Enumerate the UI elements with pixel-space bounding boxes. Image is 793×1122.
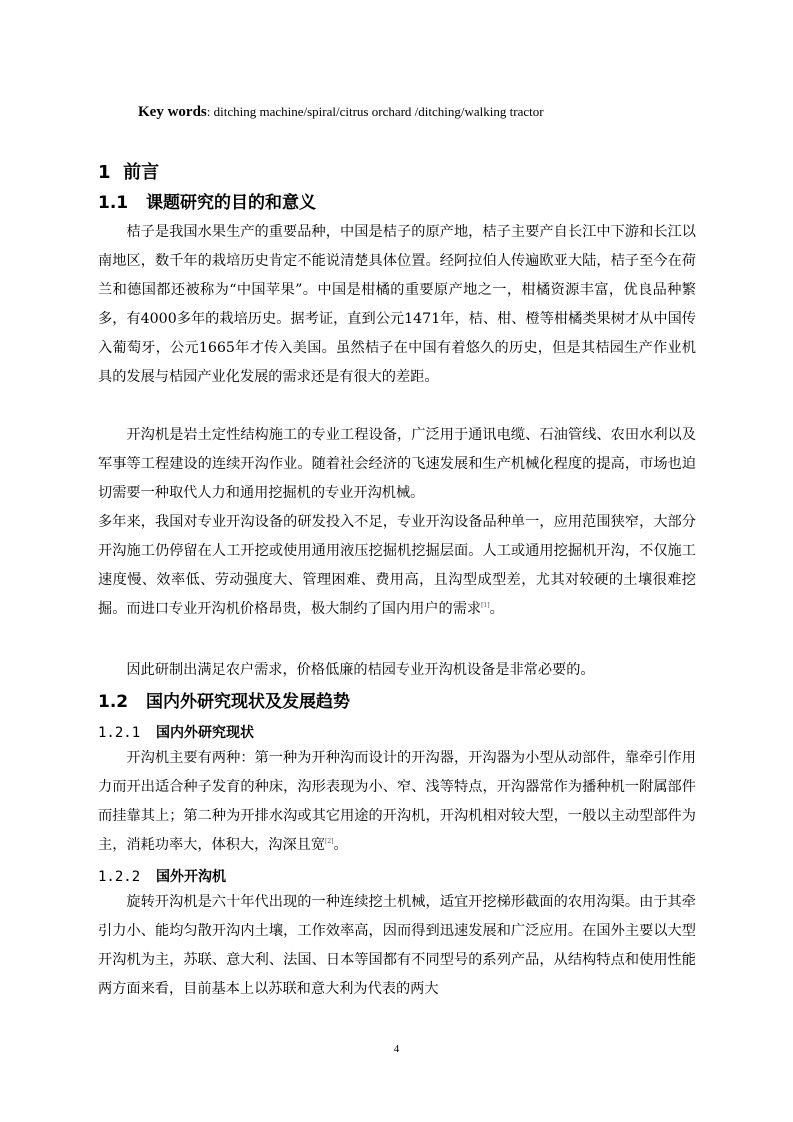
section-number: 1.2.2 bbox=[98, 869, 141, 885]
citation-ref: [1] bbox=[481, 602, 490, 609]
section-number: 1 bbox=[98, 162, 111, 183]
page-number: 4 bbox=[393, 1043, 400, 1055]
section-number: 1.1 bbox=[98, 193, 129, 213]
paragraph-text: 多年来，我国对专业开沟设备的研发投入不足，专业开沟设备品种单一，应用范围狭窄，大部分开沟施工仍停留在人工开挖或使用通用液压挖掘机挖掘层面。人工或通用挖掘机开沟，不仅施工速度慢、效率低、劳动强度大、管理困难、费用高，且沟型成型差，尤其对较硬的土壤很难挖掘。而进口专业开沟机价格昂贵，极大制约了国内用户的需求 bbox=[98, 514, 696, 617]
paragraph-citrus-history: 桔子是我国水果生产的重要品种，中国是桔子的原产地，桔子主要产自长江中下游和长江以南地区，数千年的栽培历史肯定不能说清楚具体位置。经阿拉伯人传遍欧亚大陆，桔子至今在荷兰和德国都还被称为“中国苹果”。中国是柑橘的重要原产地之一，柑橘资源丰富，优良品种繁多，有4000多年的栽培历史。据考证，直到公元1471年，桔、柑、橙等柑橘类果树才从中国传入葡萄牙，公元1665年才传入美国。虽然桔子在中国有着悠久的历史，但是其桔园生产作业机具的发展与桔园产业化发展的需求还是有很大的差距。 bbox=[98, 224, 696, 385]
keywords-label: Key words bbox=[138, 104, 207, 120]
section-heading-1-2-2 bbox=[98, 866, 226, 886]
section-title: 课题研究的目的和意义 bbox=[146, 193, 316, 213]
keywords-line bbox=[138, 104, 778, 121]
paragraph-ditcher-definition: 开沟机是岩土定性结构施工的专业工程设备，广泛用于通讯电缆、石油管线、农田水利以及军事等工程建设的连续开沟作业。随着社会经济的飞速发展和生产机械化程度的提高，市场也迫切需要一种取代人力和通用挖掘机的专业开沟机械。 bbox=[98, 427, 696, 501]
section-title: 国内外研究现状 bbox=[156, 725, 254, 741]
section-heading-1-2-1 bbox=[98, 722, 254, 742]
paragraph-necessity: 因此研制出满足农户需求，价格低廉的桔园专业开沟机设备是非常必要的。 bbox=[126, 662, 595, 678]
keywords-text: : ditching machine/spiral/citrus orchard /ditching/walking tractor bbox=[206, 104, 544, 119]
paragraph-tail: 。 bbox=[489, 601, 504, 617]
section-number: 1.2.1 bbox=[98, 725, 141, 741]
section-number: 1.2 bbox=[98, 692, 129, 712]
section-heading-1 bbox=[98, 158, 159, 184]
section-title: 前言 bbox=[123, 162, 160, 183]
section-heading-1-2 bbox=[98, 687, 350, 712]
paragraph-text: 开沟机主要有两种：第一种为开种沟而设计的开沟器，开沟器为小型从动部件，靠牵引作用力而开出适合种子发育的种床，沟形表现为小、窄、浅等特点，开沟器常作为播种机一附属部件而挂靠其上；第二种为开排水沟或其它用途的开沟机，开沟机相对较大型，一般以主动型部件为主，消耗功率大，体积大，沟深且宽 bbox=[98, 750, 696, 853]
paragraph-domestic-status bbox=[98, 508, 696, 624]
paragraph-ditcher-types bbox=[98, 744, 696, 860]
section-heading-1-1 bbox=[98, 188, 316, 213]
paragraph-foreign-ditchers: 旋转开沟机是六十年代出现的一种连续挖土机械，适宜开挖梯形截面的农用沟渠。由于其牵引力小、能均匀散开沟内土壤，工作效率高，因而得到迅速发展和广泛应用。在国外主要以大型开沟机为主，苏联、意大利、法国、日本等国都有不同型号的系列产品，从结构特点和使用性能两方面来看，目前基本上以苏联和意大利为代表的两大 bbox=[98, 894, 696, 997]
section-title: 国外开沟机 bbox=[156, 869, 226, 885]
section-title: 国内外研究现状及发展趋势 bbox=[146, 692, 350, 712]
paragraph-tail: 。 bbox=[333, 837, 348, 853]
citation-ref: [2] bbox=[325, 838, 334, 845]
